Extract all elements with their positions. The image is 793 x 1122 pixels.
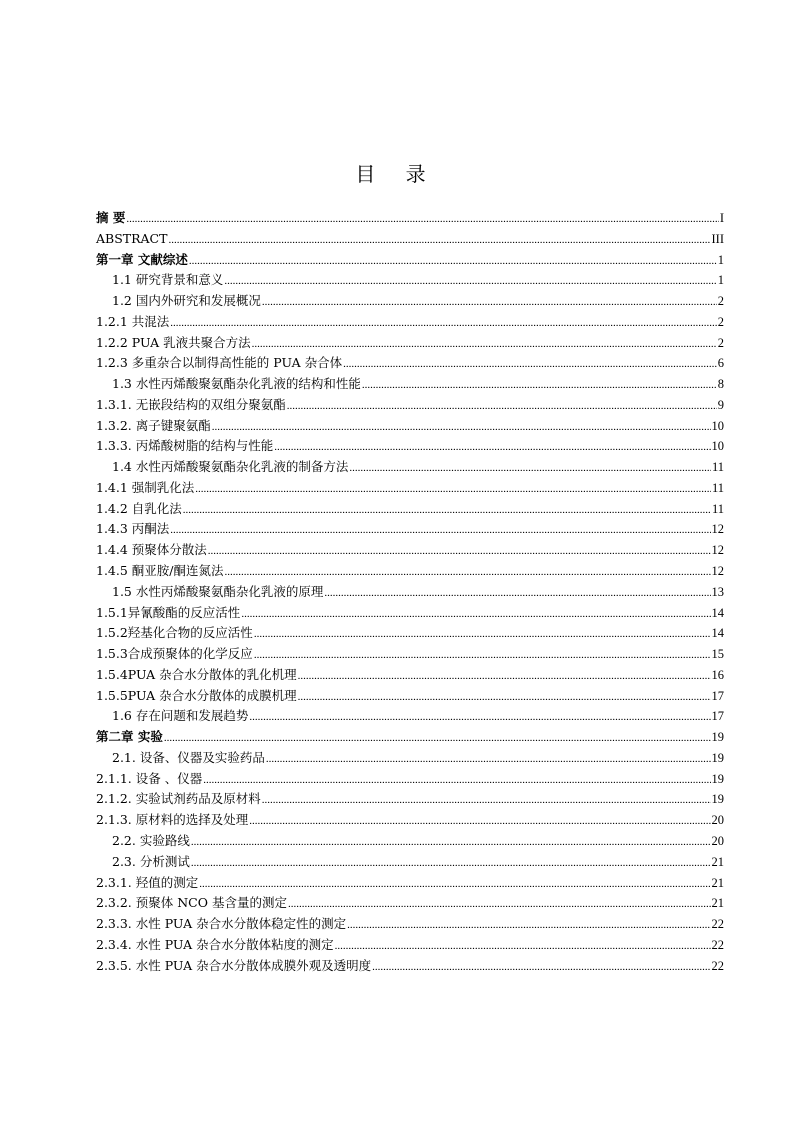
page-title: 目 录 xyxy=(355,162,438,186)
toc-dot-leader xyxy=(225,562,711,583)
toc-entry-page: 17 xyxy=(711,709,724,724)
toc-entry-label: 2.2. 实验路线 xyxy=(112,832,190,848)
toc-entry-page: 8 xyxy=(717,377,724,392)
toc-entry-page: 19 xyxy=(711,771,724,786)
toc-entry-label: 1.2.3 多重杂合以制得高性能的 PUA 杂合体 xyxy=(96,355,343,371)
toc-entry[interactable] xyxy=(96,208,724,229)
toc-entry-label: 2.1. 设备、仪器及实验药品 xyxy=(112,749,265,765)
toc-dot-leader xyxy=(212,417,711,438)
toc-dot-leader xyxy=(254,645,711,666)
toc-dot-leader xyxy=(372,957,710,978)
toc-entry[interactable] xyxy=(96,956,724,977)
toc-entry-page: 22 xyxy=(711,917,724,932)
toc-dot-leader xyxy=(170,520,710,541)
toc-dot-leader xyxy=(298,687,711,708)
toc-entry[interactable] xyxy=(96,810,724,831)
toc-entry-page: 12 xyxy=(711,564,724,579)
toc-entry-page: 22 xyxy=(711,958,724,973)
toc-entry[interactable] xyxy=(96,540,724,561)
toc-entry-label: 2.3.1. 羟值的测定 xyxy=(96,874,199,890)
toc-entry-page: 19 xyxy=(711,792,724,807)
toc-entry[interactable] xyxy=(96,623,724,644)
toc-entry[interactable] xyxy=(96,789,724,810)
toc-entry-page: 1 xyxy=(717,273,724,288)
toc-entry-page: 2 xyxy=(717,335,724,350)
toc-entry-page: 2 xyxy=(717,314,724,329)
toc-entry-page: III xyxy=(711,231,724,246)
toc-dot-leader xyxy=(347,915,710,936)
toc-entry-page: 12 xyxy=(711,543,724,558)
toc-entry[interactable] xyxy=(96,353,724,374)
toc-entry-label: 1.5.5PUA 杂合水分散体的成膜机理 xyxy=(96,687,297,703)
toc-entry-label: 1.6 存在问题和发展趋势 xyxy=(112,708,249,724)
toc-entry[interactable] xyxy=(96,457,724,478)
toc-entry[interactable] xyxy=(96,665,724,686)
toc-entry-label: 1.2.2 PUA 乳液共聚合方法 xyxy=(96,334,251,350)
toc-entry[interactable] xyxy=(96,416,724,437)
toc-entry-page: 12 xyxy=(711,522,724,537)
toc-entry-page: 1 xyxy=(717,252,724,267)
toc-entry[interactable] xyxy=(96,769,724,790)
toc-entry-label: 1.5.2羟基化合物的反应活性 xyxy=(96,625,253,641)
toc-entry[interactable] xyxy=(96,935,724,956)
toc-entry-label: 2.3.5. 水性 PUA 杂合水分散体成膜外观及透明度 xyxy=(96,957,372,973)
toc-dot-leader xyxy=(170,313,716,334)
toc-entry-page: 21 xyxy=(711,854,724,869)
toc-entry-page: I xyxy=(719,211,724,225)
toc-entry-page: 21 xyxy=(711,875,724,890)
toc-entry-page: 6 xyxy=(717,356,724,371)
toc-entry-label: 1.4.4 预聚体分散法 xyxy=(96,542,207,558)
toc-entry[interactable] xyxy=(96,478,724,499)
toc-entry[interactable] xyxy=(96,603,724,624)
toc-entry-page: 11 xyxy=(711,480,724,495)
toc-entry-label: 1.5 水性丙烯酸聚氨酯杂化乳液的原理 xyxy=(112,583,324,599)
toc-dot-leader xyxy=(224,271,716,292)
toc-entry-label: ABSTRACT xyxy=(96,230,168,246)
toc-entry-label: 第二章 实验 xyxy=(96,729,163,745)
toc-entry-page: 22 xyxy=(711,937,724,952)
toc-entry-page: 17 xyxy=(711,688,724,703)
toc-entry-label: 2.1.1. 设备 、仪器 xyxy=(96,770,203,786)
toc-entry-label: 1.3.2. 离子键聚氨酯 xyxy=(96,417,211,433)
toc-entry[interactable] xyxy=(96,312,724,333)
toc-entry-page: 20 xyxy=(711,833,724,848)
toc-entry-label: 1.5.1异氰酸酯的反应活性 xyxy=(96,604,241,620)
toc-entry-label: 1.2.1 共混法 xyxy=(96,313,170,329)
toc-entry-page: 19 xyxy=(711,730,724,745)
toc-dot-leader xyxy=(287,396,717,417)
toc-entry-label: 1.4.3 丙酮法 xyxy=(96,521,170,537)
toc-entry[interactable] xyxy=(96,748,724,769)
toc-entry[interactable] xyxy=(96,519,724,540)
toc-entry[interactable] xyxy=(96,686,724,707)
toc-entry-label: 1.2 国内外研究和发展概况 xyxy=(112,293,261,309)
toc-entry-label: 1.5.3合成预聚体的化学反应 xyxy=(96,646,253,662)
toc-entry[interactable] xyxy=(96,644,724,665)
toc-dot-leader xyxy=(274,437,710,458)
toc-entry-page: 16 xyxy=(711,667,724,682)
toc-entry-label: 1.5.4PUA 杂合水分散体的乳化机理 xyxy=(96,666,297,682)
toc-dot-leader xyxy=(199,874,710,895)
toc-dot-leader xyxy=(164,728,711,749)
toc-entry-page: 14 xyxy=(711,605,724,620)
toc-dot-leader xyxy=(208,541,711,562)
toc-dot-leader xyxy=(203,770,710,791)
toc-entry-label: 1.3.3. 丙烯酸树脂的结构与性能 xyxy=(96,438,274,454)
toc-entry[interactable] xyxy=(96,333,724,354)
toc-entry-label: 1.4.5 酮亚胺/酮连氮法 xyxy=(96,563,224,579)
toc-dot-leader xyxy=(266,749,711,770)
toc-dot-leader xyxy=(324,583,710,604)
toc-dot-leader xyxy=(362,375,717,396)
toc-entry-label: 第一章 文献综述 xyxy=(96,251,188,267)
toc-dot-leader xyxy=(298,666,711,687)
toc-dot-leader xyxy=(191,832,711,853)
toc-entry-page: 9 xyxy=(717,397,724,412)
toc-dot-leader xyxy=(254,624,711,645)
toc-dot-leader xyxy=(168,230,710,251)
toc-entry-page: 15 xyxy=(711,647,724,662)
toc-entry[interactable] xyxy=(96,582,724,603)
toc-entry-page: 2 xyxy=(717,294,724,309)
toc-dot-leader xyxy=(343,354,717,375)
toc-entry-page: 10 xyxy=(711,439,724,454)
toc-entry-page: 20 xyxy=(711,813,724,828)
toc-entry[interactable] xyxy=(96,831,724,852)
toc-entry[interactable] xyxy=(96,893,724,914)
toc-dot-leader xyxy=(126,209,718,230)
toc-dot-leader xyxy=(349,458,711,479)
toc-entry-page: 11 xyxy=(711,501,724,516)
toc-dot-leader xyxy=(288,894,711,915)
toc-entry-label: 1.1 研究背景和意义 xyxy=(112,272,224,288)
toc-entry-label: 1.4.2 自乳化法 xyxy=(96,500,182,516)
toc-entry-label: 2.1.3. 原材料的选择及处理 xyxy=(96,812,249,828)
toc-list xyxy=(96,208,724,976)
toc-entry[interactable] xyxy=(96,914,724,935)
toc-entry[interactable] xyxy=(96,561,724,582)
toc-entry[interactable] xyxy=(96,229,724,250)
toc-entry-label: 2.1.2. 实验试剂药品及原材料 xyxy=(96,791,261,807)
toc-entry[interactable] xyxy=(96,499,724,520)
toc-entry-page: 21 xyxy=(711,896,724,911)
toc-dot-leader xyxy=(262,790,711,811)
toc-entry-label: 1.4 水性丙烯酸聚氨酯杂化乳液的制备方法 xyxy=(112,459,349,475)
toc-entry-label: 2.3.4. 水性 PUA 杂合水分散体粘度的测定 xyxy=(96,936,334,952)
toc-entry-label: 1.4.1 强制乳化法 xyxy=(96,479,195,495)
toc-dot-leader xyxy=(191,853,711,874)
toc-entry-page: 10 xyxy=(711,418,724,433)
toc-entry[interactable] xyxy=(96,852,724,873)
toc-entry[interactable] xyxy=(96,436,724,457)
toc-entry-page: 14 xyxy=(711,626,724,641)
toc-dot-leader xyxy=(262,292,717,313)
toc-entry-label: 2.3. 分析测试 xyxy=(112,853,190,869)
toc-entry-page: 11 xyxy=(711,460,724,475)
toc-dot-leader xyxy=(249,707,710,728)
toc-entry[interactable] xyxy=(96,395,724,416)
toc-entry[interactable] xyxy=(96,291,724,312)
toc-entry[interactable] xyxy=(96,706,724,727)
toc-dot-leader xyxy=(241,604,710,625)
toc-entry-label: 1.3.1. 无嵌段结构的双组分聚氨酯 xyxy=(96,396,286,412)
toc-entry-label: 摘 要 xyxy=(96,210,126,225)
toc-entry-page: 19 xyxy=(711,750,724,765)
toc-entry[interactable] xyxy=(96,270,724,291)
toc-dot-leader xyxy=(189,251,717,272)
toc-entry-label: 2.3.2. 预聚体 NCO 基含量的测定 xyxy=(96,895,287,911)
toc-dot-leader xyxy=(335,936,711,957)
toc-dot-leader xyxy=(195,479,711,500)
toc-dot-leader xyxy=(252,334,717,355)
toc-entry[interactable] xyxy=(96,250,724,271)
toc-entry-label: 2.3.3. 水性 PUA 杂合水分散体稳定性的测定 xyxy=(96,916,347,932)
toc-entry-page: 13 xyxy=(711,584,724,599)
toc-dot-leader xyxy=(183,500,711,521)
toc-entry[interactable] xyxy=(96,374,724,395)
toc-dot-leader xyxy=(249,811,710,832)
toc-entry-label: 1.3 水性丙烯酸聚氨酯杂化乳液的结构和性能 xyxy=(112,376,361,392)
toc-entry[interactable] xyxy=(96,873,724,894)
toc-entry[interactable] xyxy=(96,727,724,748)
